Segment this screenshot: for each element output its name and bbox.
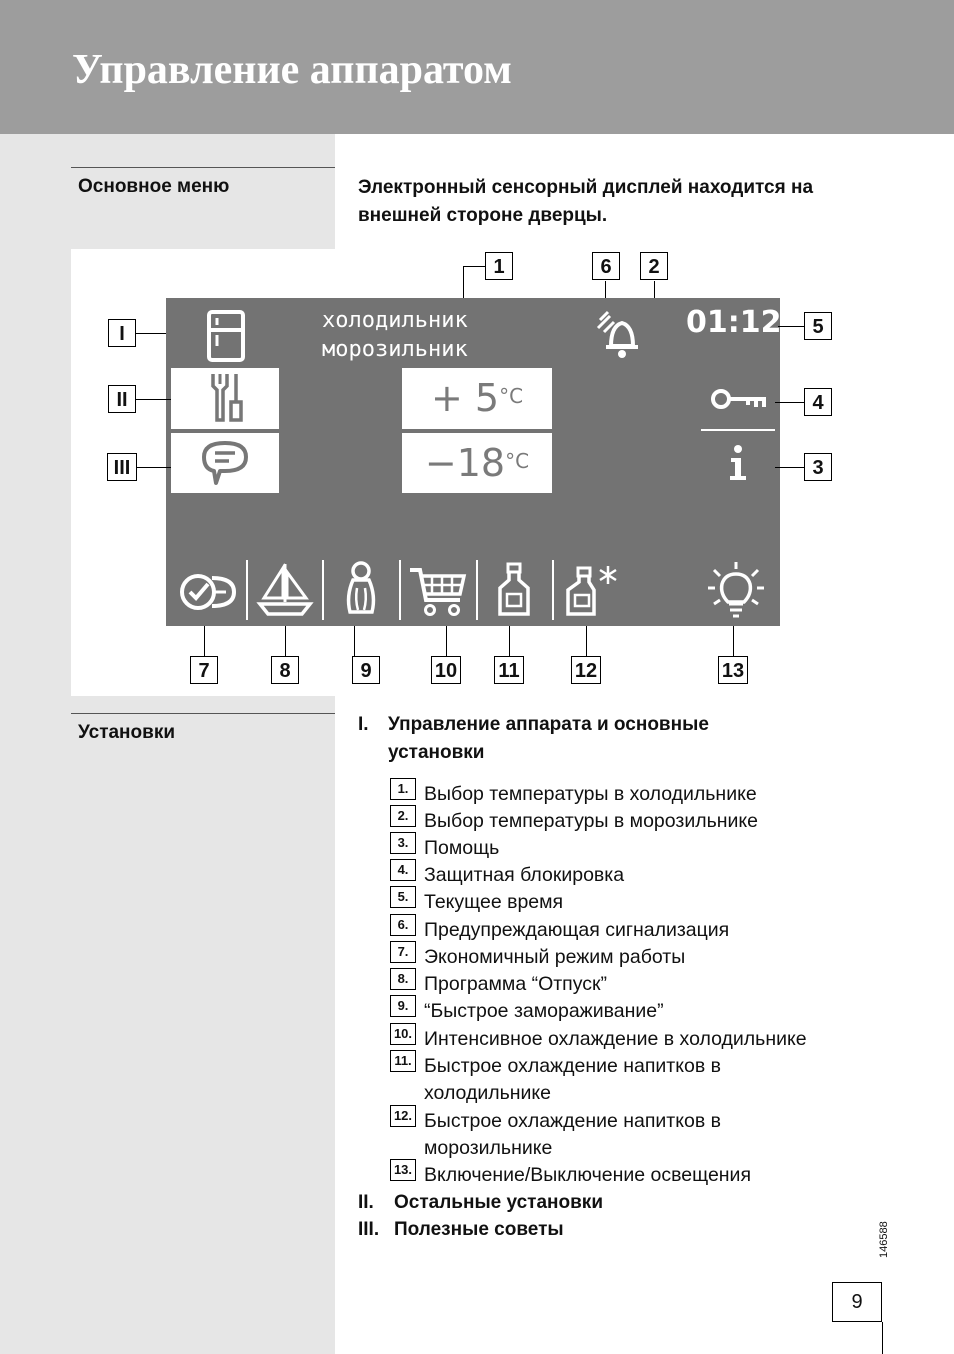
leader-line	[136, 467, 171, 468]
callout-9: 9	[352, 656, 380, 684]
icon-separator	[476, 560, 478, 620]
callout-7: 7	[190, 656, 218, 684]
legend-item-number: 5.	[390, 886, 416, 908]
leader-line	[463, 266, 464, 298]
leader-line	[778, 326, 804, 327]
page-title: Управление аппаратом	[72, 47, 512, 93]
callout-roman-1: I	[108, 319, 136, 347]
leader-line	[285, 626, 286, 656]
page-number-line	[882, 1322, 883, 1354]
legend-item-number: 10.	[390, 1023, 416, 1045]
legend-item-text-cont: морозильнике	[424, 1137, 553, 1159]
intro-text: Электронный сенсорный дисплей находится на внешней стороне дверцы.	[358, 177, 814, 226]
section-rule	[71, 713, 335, 714]
fridge-freezer-icon	[206, 310, 246, 362]
callout-8: 8	[271, 656, 299, 684]
leader-line	[733, 626, 734, 656]
legend-item-text: Помощь	[424, 837, 500, 859]
legend-item-number: 3.	[390, 832, 416, 854]
legend-item-text: Выбор температуры в морозильнике	[424, 810, 759, 832]
legend-item-number: 11.	[390, 1050, 416, 1072]
freezer-temp-unit: °C	[505, 449, 530, 473]
legend-item-number: 12.	[390, 1105, 416, 1127]
display-fridge-label: холодильник	[322, 308, 468, 333]
leader-line	[509, 626, 510, 656]
legend-item-text: Выбор температуры в холодильнике	[424, 783, 757, 805]
tools-icon	[205, 372, 245, 426]
legend-item-number: 8.	[390, 968, 416, 990]
section-rule	[71, 167, 335, 168]
fridge-temp-unit: °C	[499, 384, 524, 408]
penguin-icon[interactable]	[340, 560, 382, 618]
legend-item-text-cont: холодильнике	[424, 1082, 552, 1104]
light-bulb-icon[interactable]	[706, 560, 766, 620]
callout-4: 4	[804, 388, 832, 416]
leader-line	[586, 626, 587, 656]
callout-3: 3	[804, 453, 832, 481]
callout-roman-3: III	[107, 453, 137, 481]
legend-item-text: Защитная блокировка	[424, 864, 625, 886]
legend-item-number: 4.	[390, 859, 416, 881]
callout-2: 2	[640, 252, 668, 280]
legend-item-number: 13.	[390, 1159, 416, 1181]
legend-item-number: 9.	[390, 995, 416, 1017]
legend-section-i-title: Управление аппарата и основные	[388, 714, 709, 735]
legend-item-number: 2.	[390, 805, 416, 827]
key-icon[interactable]	[710, 386, 766, 412]
eco-icon[interactable]	[178, 570, 238, 612]
freezer-temp-value: −18	[424, 441, 506, 485]
document-code: 146588	[878, 1221, 890, 1258]
leader-line	[654, 281, 655, 298]
legend-item-number: 7.	[390, 941, 416, 963]
leader-line	[136, 399, 171, 400]
legend-section-i-title-cont: установки	[388, 742, 485, 763]
legend-section-ii-title: Остальные установки	[394, 1192, 603, 1213]
page-number: 9	[832, 1282, 882, 1322]
alarm-bell-icon[interactable]	[596, 306, 646, 360]
freezer-temp-tile[interactable]	[402, 433, 552, 493]
callout-roman-2: II	[108, 385, 136, 413]
display-freezer-label: морозильник	[322, 337, 468, 362]
leader-line	[463, 266, 485, 267]
bottle-snowflake-icon[interactable]	[564, 562, 620, 618]
callout-13: 13	[718, 656, 748, 684]
legend-item-number: 1.	[390, 778, 416, 800]
sailboat-icon[interactable]	[256, 562, 314, 618]
section-label-main-menu: Основное меню	[78, 176, 230, 197]
legend-item-text: Быстрое охлаждение напитков в	[424, 1055, 721, 1077]
leader-line	[605, 281, 606, 298]
legend-item-text: Быстрое охлаждение напитков в	[424, 1110, 721, 1132]
legend-item-text: Включение/Выключение освещения	[424, 1164, 752, 1186]
legend-item-text: Интенсивное охлаждение в холодильнике	[424, 1028, 807, 1050]
leader-line	[204, 626, 205, 656]
leader-line	[446, 626, 447, 656]
icon-separator	[552, 560, 554, 620]
display-clock[interactable]: 01:12	[686, 305, 782, 340]
legend-section-ii-number: II.	[358, 1192, 374, 1213]
info-icon[interactable]	[726, 444, 750, 482]
legend-item-text: Программа “Отпуск”	[424, 973, 608, 995]
section-label-settings: Установки	[78, 722, 176, 743]
leader-line	[775, 402, 804, 403]
leader-line	[354, 626, 355, 656]
callout-12: 12	[571, 656, 601, 684]
legend-item-text: Текущее время	[424, 891, 564, 913]
legend-section-i-number: I.	[358, 714, 369, 735]
icon-separator	[399, 560, 401, 620]
display-divider	[701, 429, 775, 431]
legend-item-number: 6.	[390, 914, 416, 936]
icon-separator	[322, 560, 324, 620]
callout-10: 10	[431, 656, 461, 684]
callout-1: 1	[485, 252, 513, 280]
legend-item-text: Предупреждающая сигнализация	[424, 919, 730, 941]
legend-item-text: Экономичный режим работы	[424, 946, 686, 968]
fridge-temp-value: + 5	[430, 376, 500, 420]
callout-5: 5	[804, 312, 832, 340]
legend-section-iii-title: Полезные советы	[394, 1219, 564, 1240]
legend-section-iii-number: III.	[358, 1219, 380, 1240]
bottle-icon[interactable]	[494, 562, 534, 618]
callout-6: 6	[592, 252, 620, 280]
legend-item-text: “Быстрое замораживание”	[424, 1000, 664, 1022]
speech-bubble-icon	[198, 439, 252, 487]
shopping-cart-icon[interactable]	[408, 566, 468, 618]
callout-11: 11	[494, 656, 524, 684]
icon-separator	[246, 560, 248, 620]
fridge-temp-tile[interactable]	[402, 368, 552, 429]
leader-line	[775, 467, 804, 468]
leader-line	[136, 333, 166, 334]
